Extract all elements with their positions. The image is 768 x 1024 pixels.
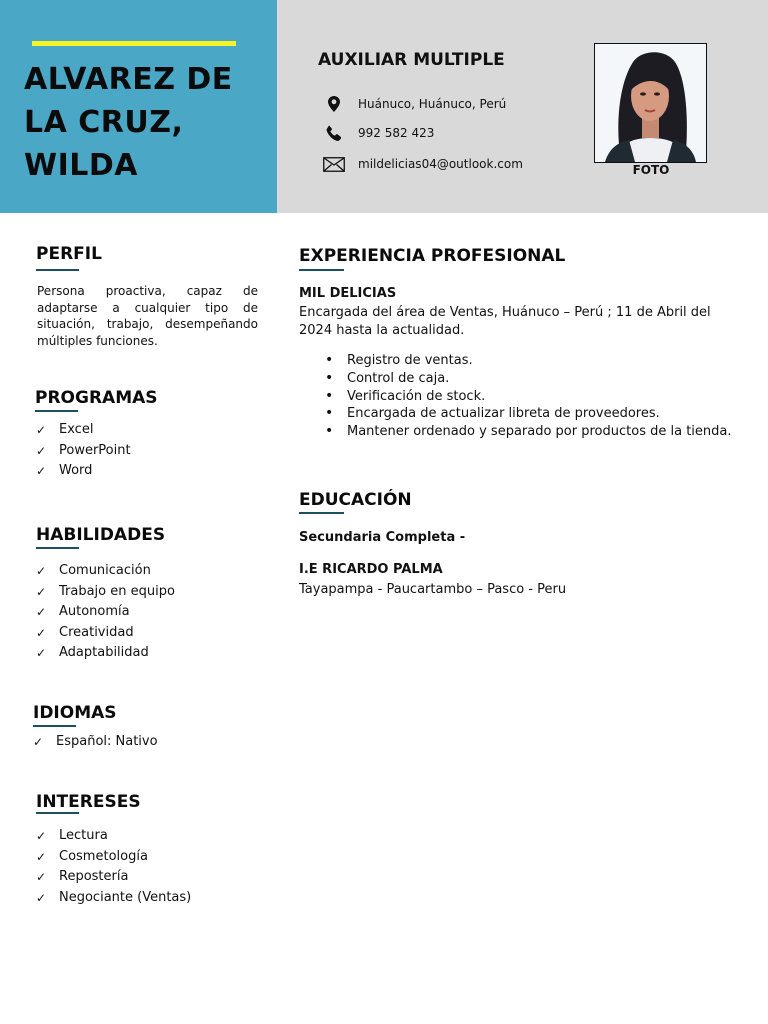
list-item: ✓ Word: [36, 461, 131, 482]
list-item: ✓ Negociante (Ventas): [36, 888, 191, 909]
list-item: ✓ Trabajo en equipo: [36, 582, 175, 603]
check-icon: ✓: [36, 870, 47, 884]
list-item: • Registro de ventas.: [299, 352, 732, 370]
location-pin-icon: [323, 93, 345, 115]
candidate-name: ALVAREZ DE LA CRUZ, WILDA: [24, 62, 233, 183]
profile-photo: [594, 43, 707, 163]
list-item: • Control de caja.: [299, 370, 732, 388]
interests-list: [36, 826, 191, 908]
list-item: ✓ Creatividad: [36, 623, 175, 644]
list-item: ✓ Adaptabilidad: [36, 643, 175, 664]
section-rule: [299, 269, 344, 271]
section-rule: [33, 725, 76, 727]
section-rule: [36, 812, 79, 814]
education-degree: Secundaria Completa -: [299, 530, 466, 545]
section-title-skills: HABILIDADES: [36, 525, 166, 545]
check-icon: ✓: [36, 605, 47, 619]
list-item: ✓ Lectura: [36, 826, 191, 847]
education-school: I.E RICARDO PALMA: [299, 562, 443, 577]
list-item: ✓ Repostería: [36, 867, 191, 888]
profile-text: Persona proactiva, capaz de adaptarse a cualquier tipo de situación, trabajo, desempeñando múltiples funciones.: [37, 284, 258, 348]
contact-email: [323, 153, 523, 175]
check-icon: ✓: [36, 423, 47, 437]
section-rule: [299, 512, 344, 514]
education-place: Tayapampa - Paucartambo – Pasco - Peru: [299, 582, 567, 597]
list-item: • Encargada de actualizar libreta de proveedores.: [299, 405, 732, 423]
phone-text: 992 582 423: [358, 126, 435, 140]
list-item: ✓ PowerPoint: [36, 441, 131, 462]
accent-bar: [32, 41, 236, 46]
list-item: ✓ Excel: [36, 420, 131, 441]
list-item: • Mantener ordenado y separado por productos de la tienda.: [299, 423, 732, 441]
list-item: ✓ Autonomía: [36, 602, 175, 623]
section-title-education: EDUCACIÓN: [299, 490, 412, 510]
job-title: AUXILIAR MULTIPLE: [318, 50, 505, 70]
list-item: ✓ Cosmetología: [36, 847, 191, 868]
email-link[interactable]: mildelicias04@outlook.com: [358, 157, 523, 171]
languages-list: [33, 732, 158, 753]
location-text: Huánuco, Huánuco, Perú: [358, 97, 507, 111]
check-icon: ✓: [36, 564, 47, 578]
check-icon: ✓: [36, 464, 47, 478]
check-icon: ✓: [33, 735, 44, 749]
experience-duties: [299, 352, 732, 441]
list-item: ✓ Comunicación: [36, 561, 175, 582]
section-title-languages: IDIOMAS: [33, 703, 117, 723]
section-title-interests: INTERESES: [36, 792, 141, 812]
check-icon: ✓: [36, 849, 47, 864]
section-title-experience: EXPERIENCIA PROFESIONAL: [299, 246, 566, 266]
section-title-profile: PERFIL: [36, 244, 102, 264]
section-rule: [36, 269, 79, 271]
section-rule: [35, 410, 78, 412]
list-item: ✓ Español: Nativo: [33, 732, 158, 753]
contact-phone: [323, 122, 435, 144]
section-title-programs: PROGRAMAS: [35, 388, 158, 408]
check-icon: ✓: [36, 646, 47, 660]
phone-icon: [323, 122, 345, 144]
envelope-icon: [323, 153, 345, 175]
photo-label: FOTO: [632, 163, 670, 177]
check-icon: ✓: [36, 443, 47, 458]
check-icon: ✓: [36, 890, 47, 905]
list-item: • Verificación de stock.: [299, 388, 732, 406]
check-icon: ✓: [36, 625, 47, 640]
experience-role: Encargada del área de Ventas, Huánuco – Perú ; 11 de Abril del 2024 hasta la actualidad.: [299, 305, 711, 338]
skills-list: [36, 561, 175, 664]
programs-list: [36, 420, 131, 482]
experience-company: MIL DELICIAS: [299, 286, 397, 301]
contact-location: [323, 93, 507, 115]
section-rule: [36, 547, 79, 549]
check-icon: ✓: [36, 584, 47, 599]
check-icon: ✓: [36, 829, 47, 843]
